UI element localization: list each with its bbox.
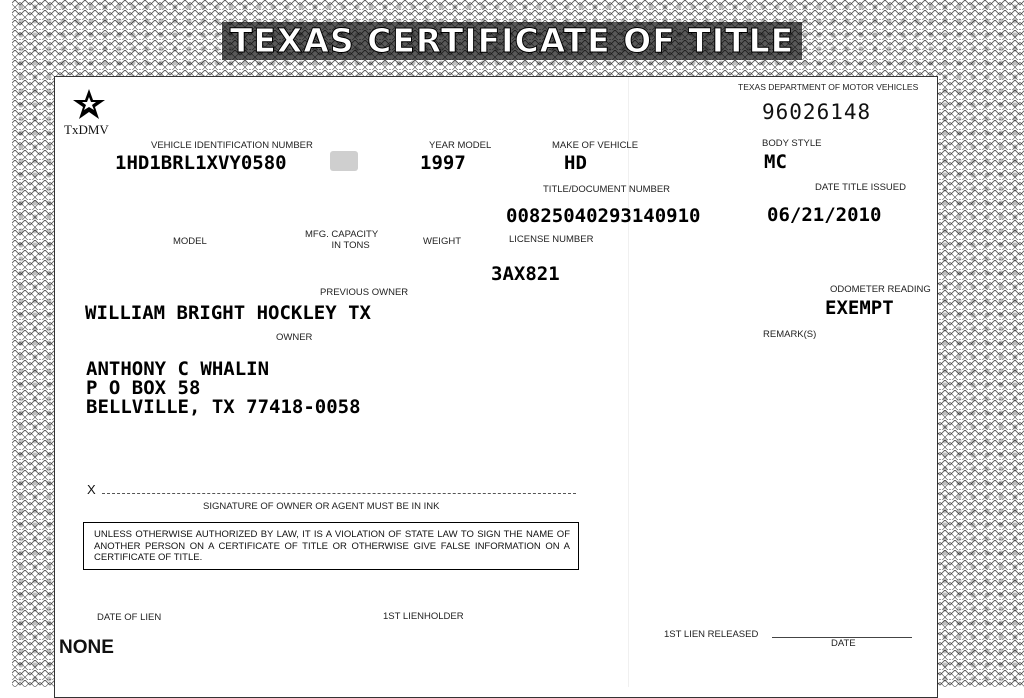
license-value: 3AX821 <box>491 263 560 285</box>
control-number: 96026148 <box>762 100 872 124</box>
title-banner <box>0 22 1024 60</box>
vin-label: VEHICLE IDENTIFICATION NUMBER <box>151 140 313 151</box>
make-label: MAKE OF VEHICLE <box>552 140 639 151</box>
lien-value: NONE <box>59 637 114 658</box>
fold-line <box>628 76 629 687</box>
logo-text: TxDMV <box>64 122 109 137</box>
owner-label: OWNER <box>276 332 313 343</box>
signature-x-mark: X <box>87 482 96 497</box>
lienholder-label: 1ST LIENHOLDER <box>383 611 464 622</box>
warning-text: UNLESS OTHERWISE AUTHORIZED BY LAW, IT IS A VIOLATION OF STATE LAW TO SIGN THE NAME OF ANOTHER PERSON ON A CERTIFICATE OF TITLE OR OTHERWISE GIVE FALSE INFORMATION ON A CERTIFICATE OF TITLE. <box>94 529 570 563</box>
owner-address-line2: BELLVILLE, TX 77418-0058 <box>86 396 361 418</box>
make-value: HD <box>564 152 587 174</box>
lien-released-label: 1ST LIEN RELEASED <box>664 629 759 640</box>
date-issued-value: 06/21/2010 <box>767 204 882 226</box>
license-label: LICENSE NUMBER <box>509 234 594 245</box>
owner-name: ANTHONY C WHALIN <box>86 358 270 380</box>
capacity-label-line2: IN TONS <box>331 240 370 251</box>
document-title: TEXAS CERTIFICATE OF TITLE <box>222 22 802 60</box>
body-style-label: BODY STYLE <box>762 138 822 149</box>
department-name: TEXAS DEPARTMENT OF MOTOR VEHICLES <box>738 82 919 92</box>
warning-box <box>83 522 579 570</box>
redaction-mark <box>330 151 358 171</box>
capacity-label-line1: MFG. CAPACITY <box>305 229 379 240</box>
star-icon <box>72 88 106 122</box>
vin-value: 1HD1BRL1XVY0580 <box>115 152 287 174</box>
signature-label: SIGNATURE OF OWNER OR AGENT MUST BE IN INK <box>203 501 440 512</box>
model-label: MODEL <box>173 236 207 247</box>
txdmv-logo <box>64 88 124 138</box>
lien-released-date-label: DATE <box>831 638 856 649</box>
title-doc-number: 00825040293140910 <box>506 205 701 227</box>
previous-owner-label: PREVIOUS OWNER <box>320 287 409 298</box>
capacity-label <box>305 229 378 251</box>
date-issued-label: DATE TITLE ISSUED <box>815 182 906 193</box>
body-style-value: MC <box>764 151 787 173</box>
weight-label: WEIGHT <box>423 236 461 247</box>
odometer-value: EXEMPT <box>825 297 894 319</box>
signature-line[interactable] <box>102 493 576 494</box>
owner-address-line1: P O BOX 58 <box>86 377 201 399</box>
title-doc-label: TITLE/DOCUMENT NUMBER <box>543 184 671 195</box>
year-model-label: YEAR MODEL <box>429 140 492 151</box>
odometer-label: ODOMETER READING <box>830 284 931 295</box>
date-of-lien-label: DATE OF LIEN <box>97 612 162 623</box>
previous-owner-value: WILLIAM BRIGHT HOCKLEY TX <box>85 302 371 324</box>
remarks-label: REMARK(S) <box>763 329 817 340</box>
year-model-value: 1997 <box>420 152 466 174</box>
